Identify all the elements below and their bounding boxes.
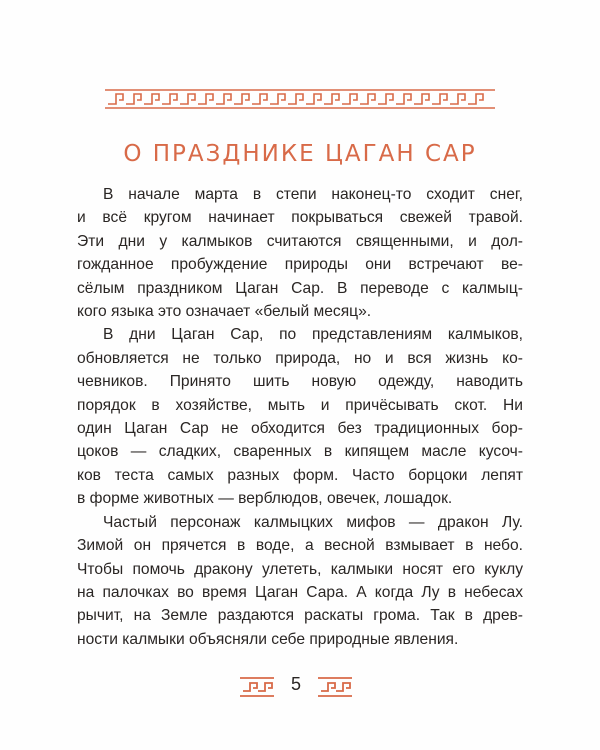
paragraph-2-line: ков теста самых разных форм. Часто борцоки лепят [77, 466, 523, 484]
paragraph-2-line: В дни Цаган Сар, по представлениям калмыков, [103, 326, 523, 344]
top-greek-key-ornament [105, 89, 495, 109]
paragraph-3-line: Чтобы помочь дракону улететь, калмыки носят его куклу [77, 560, 523, 578]
page-footer [0, 672, 600, 702]
footer-ornament-right [317, 677, 353, 697]
paragraph-2-line: в форме животных — верблюдов, овечек, лошадок. [77, 490, 453, 508]
page-number: 5 [290, 674, 301, 694]
paragraph-2-line: цоков — сладких, сваренных в кипящем масле кусоч- [77, 443, 523, 461]
paragraph-1-line: Эти дни у калмыков считаются священными, и дол- [77, 232, 523, 250]
body-text [77, 183, 523, 651]
paragraph-3-line: Частый персонаж калмыцких мифов — дракон Лу. [103, 513, 523, 531]
paragraph-3-line: Зимой он прячется в воде, а весной взмывает в небо. [77, 537, 523, 555]
footer-ornament-left [239, 677, 275, 697]
paragraph-1-line: и всё кругом начинает покрываться свежей травой. [77, 209, 523, 227]
paragraph-3-line: рычит, на Земле раздаются раскаты грома. Так в древ- [77, 607, 523, 625]
paragraph-2-line: обновляется не только природа, но и вся жизнь ко- [77, 349, 523, 367]
paragraph-2-line: чевников. Принято шить новую одежду, наводить [77, 373, 523, 391]
paragraph-3-line: на палочках во время Цаган Сара. А когда Лу в небесах [77, 583, 523, 601]
paragraph-2-line: порядок в хозяйстве, мыть и причёсывать скот. Ни [77, 396, 523, 414]
paragraph-1-line: кого языка это означает «белый месяц». [77, 303, 372, 321]
paragraph-2-line: один Цаган Сар не обходится без традиционных бор- [77, 420, 523, 438]
page-title: О ПРАЗДНИКЕ ЦАГАН САР [123, 141, 477, 167]
paragraph-3-line: ности калмыки объясняли себе природные явления. [77, 630, 459, 648]
paragraph-1-line: гожданное пробуждение природы они встречают ве- [77, 256, 523, 274]
paragraph-1-line: сёлым праздником Цаган Сар. В переводе с калмыц- [77, 279, 523, 297]
paragraph-1-line: В начале марта в степи наконец-то сходит снег, [103, 186, 523, 203]
